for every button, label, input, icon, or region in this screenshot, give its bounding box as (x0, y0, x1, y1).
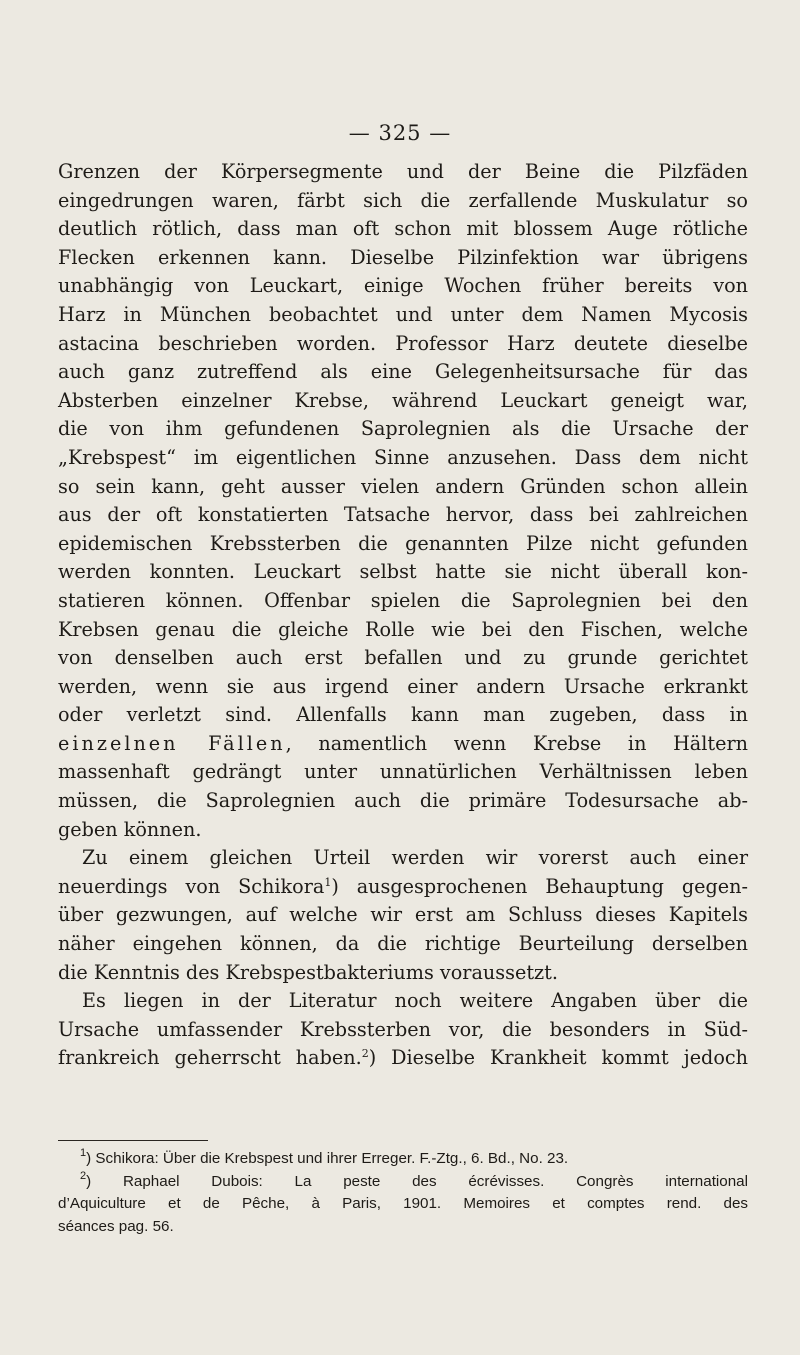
footnote-text: d’Aquiculture et de Pêche, à Paris, 1901. Memoires et comptes rend. des (58, 1195, 748, 1212)
text-line: über gezwungen, auf welche wir erst am Schluss dieses Kapitels (58, 903, 748, 927)
text-run: ) ausgesprochenen Behauptung gegen- (331, 874, 748, 898)
text-line: Es liegen in der Literatur noch weitere Angaben über die (82, 989, 748, 1013)
text-line: deutlich rötlich, dass man oft schon mit blossem Auge rötliche (58, 217, 748, 241)
text-line: oder verletzt sind. Allenfalls kann man zugeben, dass in (58, 703, 748, 727)
text-line: näher eingehen können, da die richtige Beurteilung derselben (58, 932, 748, 956)
text-run: frankreich geherrscht haben. (58, 1046, 362, 1070)
text-line: Zu einem gleichen Urteil werden wir vorerst auch einer (82, 846, 748, 870)
text-line: die von ihm gefundenen Saprolegnien als die Ursache der (58, 417, 748, 441)
text-line: auch ganz zutreffend als eine Gelegenheitsursache für das (58, 360, 748, 384)
text-line: „Krebspest“ im eigentlichen Sinne anzusehen. Dass dem nicht (58, 445, 748, 469)
text-line: Absterben einzelner Krebse, während Leuckart geneigt war, (58, 388, 748, 412)
text-run: neuerdings von Schikora (58, 874, 325, 898)
footnote-number: 1 (80, 1147, 87, 1159)
text-line: massenhaft gedrängt unter unnatürlichen Verhältnissen leben (58, 760, 748, 784)
footnote (58, 1148, 748, 1171)
text-line: werden, wenn sie aus irgend einer andern Ursache erkrankt (58, 674, 748, 698)
footnote-text: ) Schikora: Über die Krebspest und ihrer Erreger. F.-Ztg., 6. Bd., No. 23. (86, 1150, 569, 1167)
text-line: unabhängig von Leuckart, einige Wochen früher bereits von (58, 274, 748, 298)
text-line: Krebsen genau die gleiche Rolle wie bei den Fischen, welche (58, 617, 748, 641)
text-line (58, 873, 748, 902)
footnote-divider (58, 1140, 208, 1141)
text-line: statieren können. Offenbar spielen die Saprolegnien bei den (58, 588, 748, 612)
footnote-number: 2 (80, 1169, 87, 1182)
text-line: von denselben auch erst befallen und zu grunde gerichtet (58, 646, 748, 670)
text-line: Grenzen der Körpersegmente und der Beine die Pilzfäden (58, 160, 748, 183)
body-text (58, 158, 748, 1073)
footnotes (58, 1148, 748, 1238)
text-line: die Kenntnis des Krebspestbakteriums voraussetzt. (58, 960, 558, 984)
footnote-reference: 1 (324, 875, 332, 889)
text-line: Harz in München beobachtet und unter dem Namen Mycosis (58, 302, 748, 326)
footnote-text: séances pag. 56. (58, 1217, 174, 1235)
footnote-text: ) Raphael Dubois: La peste des écrévisses. Congrès international (86, 1172, 748, 1190)
text-line: geben können. (58, 817, 202, 841)
text-line: Flecken erkennen kann. Dieselbe Pilzinfektion war übrigens (58, 245, 748, 269)
text-line: astacina beschrieben worden. Professor Harz deutete dieselbe (58, 331, 748, 355)
footnote (58, 1171, 748, 1194)
text-line: eingedrungen waren, färbt sich die zerfallende Muskulatur so (58, 188, 748, 212)
text-line (58, 730, 748, 759)
text-line: epidemischen Krebssterben die genannten Pilze nicht gefunden (58, 531, 748, 555)
text-line: aus der oft konstatierten Tatsache hervor, dass bei zahlreichen (58, 503, 748, 527)
text-run: , namentlich wenn Krebse in Hältern (285, 731, 748, 755)
emphasized-text: einzelnen Fällen (58, 731, 286, 755)
text-line: müssen, die Saprolegnien auch die primäre Todesursache ab- (58, 789, 748, 813)
text-line: werden konnten. Leuckart selbst hatte sie nicht überall kon- (58, 560, 748, 584)
text-line: Ursache umfassender Krebssterben vor, die besonders in Süd- (58, 1017, 748, 1041)
text-line (58, 1044, 748, 1073)
footnote-reference: 2 (361, 1047, 369, 1061)
text-run: ) Dieselbe Krankheit kommt jedoch (368, 1046, 748, 1070)
text-line: so sein kann, geht ausser vielen andern Gründen schon allein (58, 474, 748, 498)
page-number: — 325 — (348, 121, 452, 145)
